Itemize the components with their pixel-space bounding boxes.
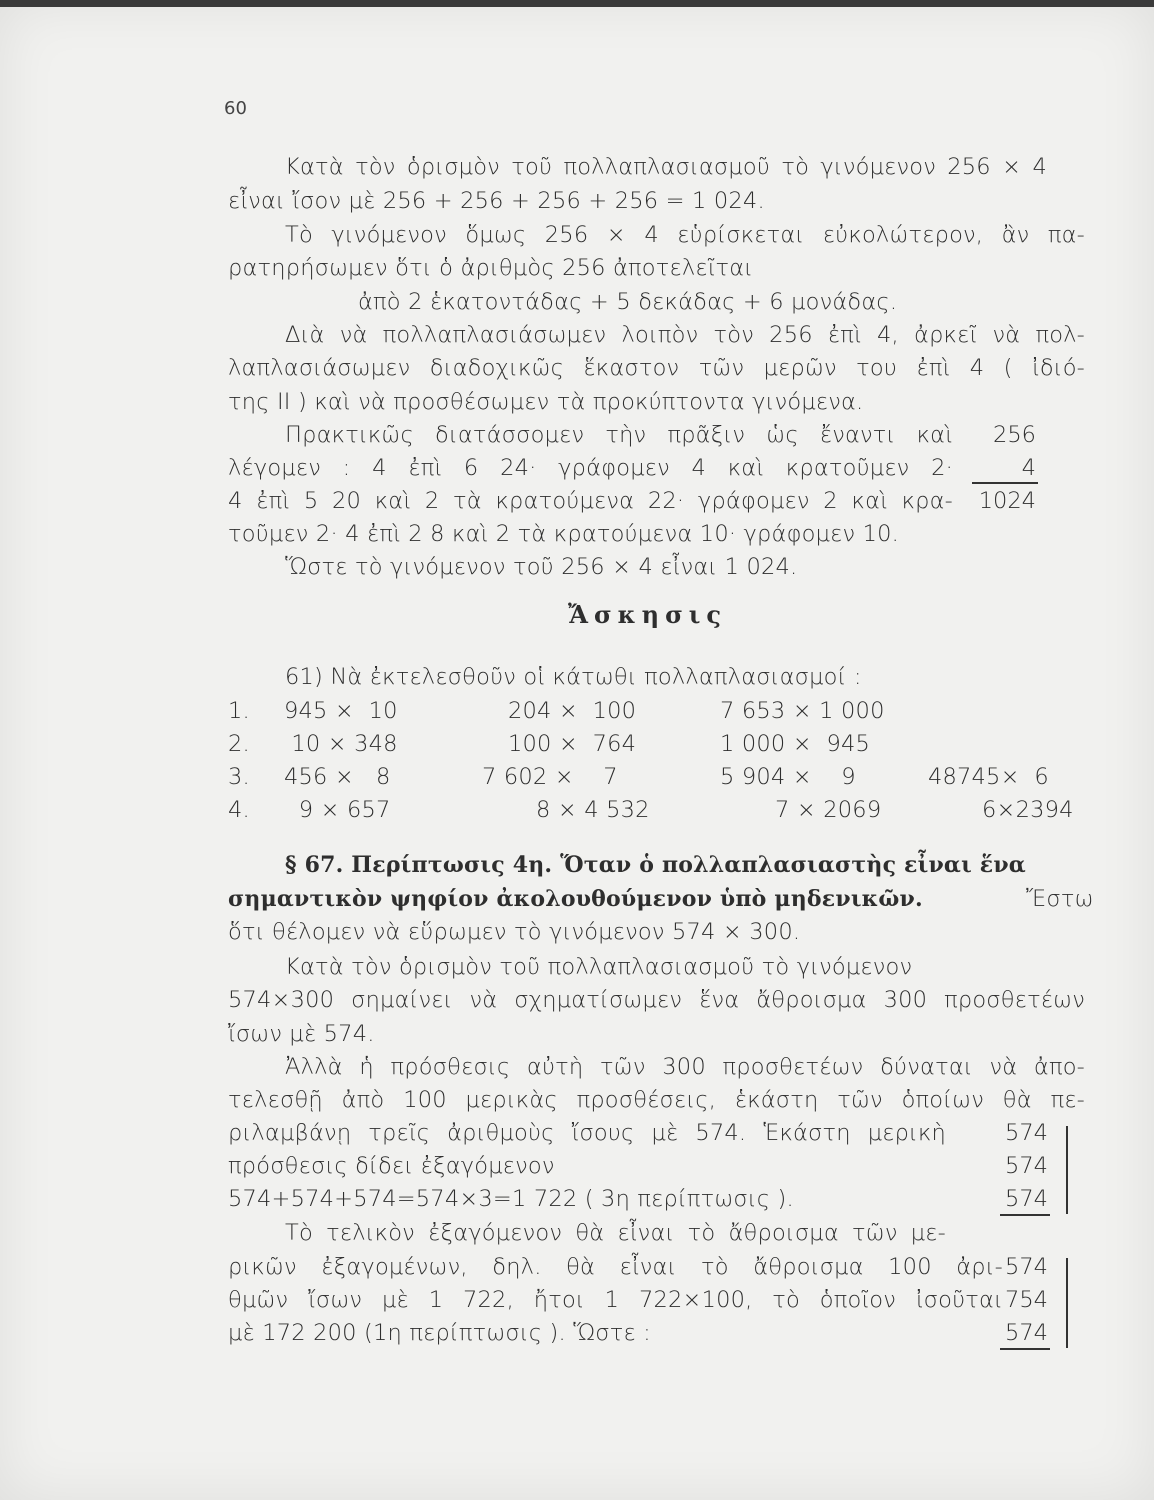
calc-multiplier: 4 [1021,455,1036,481]
calc-addend: 574 [1005,1320,1048,1346]
text-line: τοῦμεν 2· 4 ἐπὶ 2 8 καὶ 2 τὰ κρατούμενα 10· γράφομεν 10. [228,521,899,547]
exercise-item: 100 × 764 [508,731,637,757]
exercise-item: 7 × 2069 [775,797,882,823]
section-heading: § 67. Περίπτωσις 4η. Ὅταν ὁ πολλαπλασιαστὴς εἶναι ἕνα [285,852,1026,878]
text-line: ἴσων μὲ 574. [228,1021,375,1047]
calc-addend: 574 [1005,1120,1048,1146]
exercise-title: Ἄσκησις [568,600,728,629]
exercise-item: 10 × 348 [284,731,398,757]
text-line: Ἀλλὰ ἡ πρόσθεσις αὐτὴ τῶν 300 προσθετέων δύναται νὰ ἀπο- [285,1054,1085,1080]
calc-rule [1000,1214,1050,1216]
calc-result: 1024 [978,488,1036,514]
calc-addend: 574 [1005,1186,1048,1212]
text-line: Κατὰ τὸν ὁρισμὸν τοῦ πολλαπλασιασμοῦ τὸ γινόμενον [285,954,913,980]
text-line: τελεσθῇ ἀπὸ 100 μερικὰς προσθέσεις, ἑκάστη τῶν ὁποίων θὰ πε- [228,1087,1085,1113]
text-line: εἶναι ἴσον μὲ 256 + 256 + 256 + 256 = 1 024. [228,188,765,214]
calc-addend: 754 [1005,1287,1048,1313]
exercise-item: 7 602 × 7 [482,764,618,790]
text-line: Τὸ γινόμενον ὅμως 256 × 4 εὑρίσκεται εὐκολώτερον, ἂν πα- [285,222,1085,248]
brace-icon [1066,1126,1080,1214]
exercise-number: 4. [228,797,250,823]
exercise-item: 456 × 8 [284,764,391,790]
text-line: 574×300 σημαίνει νὰ σχηματίσωμεν ἕνα ἄθροισμα 300 προσθετέων [228,987,1085,1013]
exercise-number: 1. [228,698,250,724]
text-line: ἀπὸ 2 ἑκατοντάδας + 5 δεκάδας + 6 μονάδας. [358,289,898,315]
text-line: ριλαμβάνῃ τρεῖς ἀριθμοὺς ἴσους μὲ 574. Ἑκάστη μερικὴ [228,1120,946,1146]
exercise-intro: 61) Νὰ ἐκτελεσθοῦν οἱ κάτωθι πολλαπλασιασμοί : [285,664,862,690]
exercise-item: 5 904 × 9 [720,764,856,790]
text-line: ρατηρήσωμεν ὅτι ὁ ἀριθμὸς 256 ἀποτελεῖται [228,255,754,281]
page-number: 60 [224,98,247,119]
exercise-number: 2. [228,731,250,757]
calc-rule [1000,1348,1050,1350]
exercise-item: 1 000 × 945 [720,731,871,757]
exercise-item: 9 × 657 [284,797,391,823]
text-line: Πρακτικῶς διατάσσομεν τὴν πρᾶξιν ὡς ἔναντι καὶ [285,422,953,448]
exercise-item: 945 × 10 [284,698,398,724]
text-line: μὲ 172 200 (1η περίπτωσις ). Ὥστε : [228,1320,651,1346]
calc-addend: 574 [1005,1153,1048,1179]
brace-icon [1066,1258,1080,1348]
text-line: Κατὰ τὸν ὁρισμὸν τοῦ πολλαπλασιασμοῦ τὸ γινόμενον 256 × 4 [285,154,1047,180]
text-line: θμῶν ἴσων μὲ 1 722, ἤτοι 1 722×100, τὸ ὁποῖον ἰσοῦται [228,1287,1003,1313]
text-line: πρόσθεσις δίδει ἐξαγόμενον [228,1153,555,1179]
text-line: λαπλασιάσωμεν διαδοχικῶς ἕκαστον τῶν μερῶν του ἐπὶ 4 ( ἰδιό- [228,355,1085,381]
text-line: ὅτι θέλομεν νὰ εὕρωμεν τὸ γινόμενον 574 × 300. [228,919,801,945]
section-heading: σημαντικὸν ψηφίον ἀκολουθούμενον ὑπὸ μηδενικῶν. [228,886,923,912]
text-line: της II ) καὶ νὰ προσθέσωμεν τὰ προκύπτοντα γινόμενα. [228,389,864,415]
exercise-item: 6×2394 [982,797,1074,823]
exercise-number: 3. [228,764,250,790]
text-line: ρικῶν ἐξαγομένων, δηλ. θὰ εἶναι τὸ ἄθροισμα 100 ἀρι- [228,1254,1003,1280]
calc-rule [972,482,1038,484]
exercise-item: 7 653 × 1 000 [720,698,885,724]
exercise-item: 204 × 100 [508,698,637,724]
calc-multiplicand: 256 [993,422,1036,448]
text-line: 574+574+574=574×3=1 722 ( 3η περίπτωσις ). [228,1186,794,1212]
exercise-item: 48745× 6 [928,764,1049,790]
text-line: Διὰ νὰ πολλαπλασιάσωμεν λοιπὸν τὸν 256 ἐπὶ 4, ἀρκεῖ νὰ πολ- [285,322,1085,348]
calc-addend: 574 [1005,1254,1048,1280]
scan-edge [0,0,1154,7]
text-line: 4 ἐπὶ 5 20 καὶ 2 τὰ κρατούμενα 22· γράφομεν 2 καὶ κρα- [228,488,953,514]
text-line: Ἔστω [1026,886,1094,912]
exercise-item: 8 × 4 532 [536,797,650,823]
text-line: Τὸ τελικὸν ἐξαγόμενον θὰ εἶναι τὸ ἄθροισμα τῶν με- [285,1220,946,1246]
text-line: Ὥστε τὸ γινόμενον τοῦ 256 × 4 εἶναι 1 024. [285,554,798,580]
text-line: λέγομεν : 4 ἐπὶ 6 24· γράφομεν 4 καὶ κρατοῦμεν 2· [228,455,953,481]
